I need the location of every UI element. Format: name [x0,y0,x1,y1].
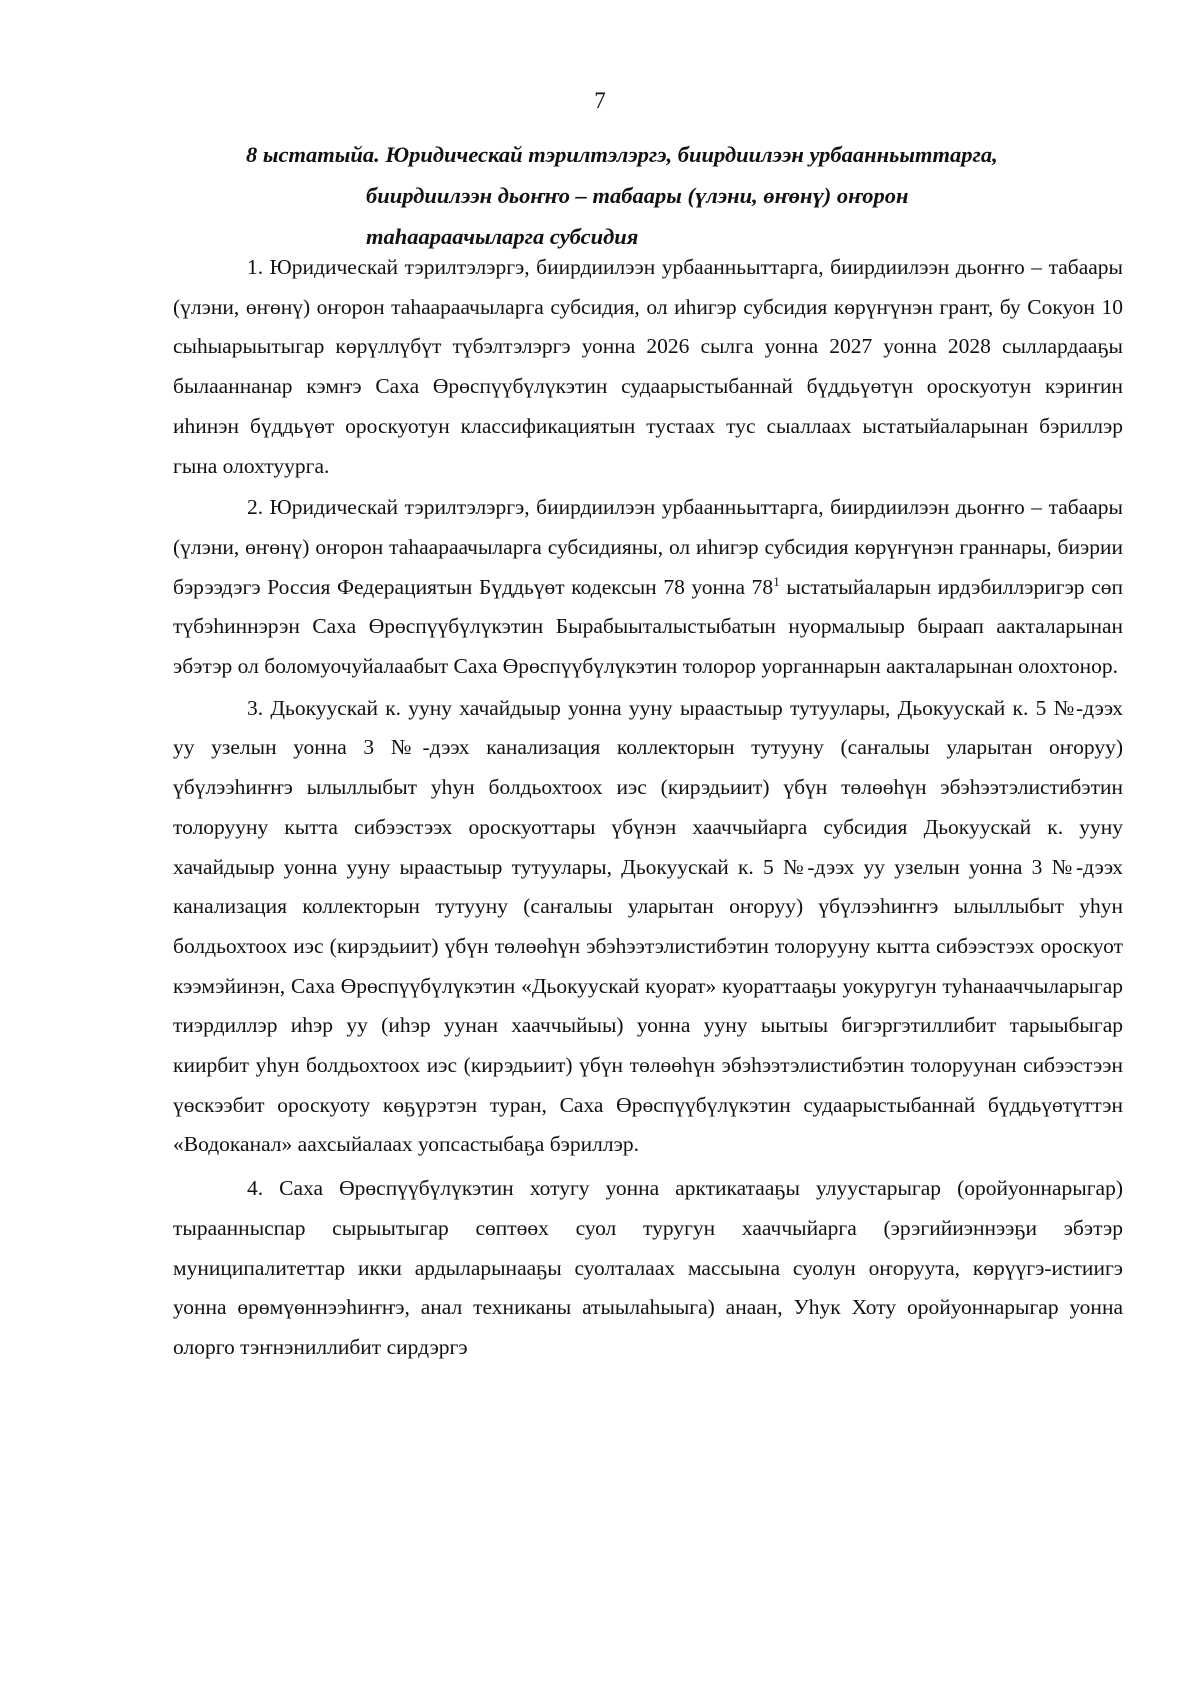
paragraph-2-text-end: ыстатыйаларын ирдэбиллэригэр сөп түбэһиннэрэн Саха Өрөспүүбүлүкэтин Бырабыыталыстыбатын нуормалыыр быраап аакталарынан эбэтэр ол боломуочуйалаабыт Саха Өрөспүүбүлүкэтин толорор уорганнарын аакталарынан олохтонор. [173,574,1124,679]
paragraph-3: 3. Дьокуускай к. ууну хачайдыыр уонна ууну ыраастыыр тутуулары, Дьокуускай к. 5 №-дээх уу узелын уонна 3 №-дээх канализация коллекторын тутууну (саҥалыы уларытан оҥоруу) үбүлээһиҥҥэ ылыллыбыт уһун болдьохтоох иэс (кирэдьиит) үбүн төлөөһүн эбэһээтэлистибэтин толорууну кытта сибээстээх ороскуоттары үбүнэн хааччыйарга субсидия Дьокуускай к. ууну хачайдыыр уонна ууну ыраастыыр тутуулары, Дьокуускай к. 5 №-дээх уу узелын уонна 3 №-дээх канализация коллекторын тутууну (саҥалыы уларытан оҥоруу) үбүлээһиҥҥэ ылыллыбыт уһун болдьохтоох иэс (кирэдьиит) үбүн төлөөһүн эбэһээтэлистибэтин толорууну кытта сибээстээх ороскуот кээмэйинэн, Саха Өрөспүүбүлүкэтин «Дьокуускай куорат» куораттааҕы уокуругун туһанааччыларыгар тиэрдиллэр иһэр уу (иһэр уунан хааччыйыы) уонна ууну ыытыы бигэргэтиллибит тарыыбыгар киирбит уһун болдьохтоох иэс (кирэдьиит) үбүн төлөөһүн эбэһээтэлистибэтин толоруунан сибээстээн үөскээбит ороскуоту көҕүрэтэн туран, Саха Өрөспүүбүлүкэтин судаарыстыбаннай бүддьүөтүттэн «Водоканал» аахсыйалаах уопсастыбаҕа бэриллэр. [173,695,1123,1157]
article-heading-line-3: таһаараачыларга субсидия [366,224,639,249]
article-heading-line-1: 8 ыстатыйа. Юридическай тэрилтэлэргэ, биирдиилээн урбаанньыттарга, [246,142,998,167]
paragraph-4: 4. Саха Өрөспүүбүлүкэтин хотугу уонна арктикатааҕы улуустарыгар (оройуоннарыгар) тыраанныспар сырыытыгар сөптөөх суол туругун хааччыйарга (эрэгийиэннээҕи эбэтэр муниципалитеттар икки ардыларынааҕы суолталаах массыына суолун оҥоруута, көрүүгэ-истиигэ уонна өрөмүөннээһиҥҥэ, анал техниканы атыылаһыыга) анаан, Уһук Хоту оройуоннарыгар уонна олорго тэҥнэниллибит сирдэргэ [173,1176,1123,1359]
article-body [173,248,1123,1368]
paragraph-2-text-start: 2. Юридическай тэрилтэлэргэ, биирдиилээн урбаанньыттарга, биирдиилээн дьоҥҥо – табаары (үлэни, өҥөнү) оҥорон таһаараачыларга субсидияны, ол иһигэр субсидия көрүҥүнэн граннары, биэрии бэрээдэгэ Россия Федерациятын Бүддьүөт кодексын 78 уонна 78 [173,495,1123,599]
superscript-index: 1 [773,573,780,589]
article-heading [240,134,1120,257]
paragraph-2 [173,488,1123,687]
article-heading-line-2: биирдиилээн дьоҥҥо – табаары (үлэни, өҥөнү) оҥорон [366,183,909,208]
page-number: 7 [594,88,606,113]
paragraph-1: 1. Юридическай тэрилтэлэргэ, биирдиилээн урбаанньыттарга, биирдиилээн дьоҥҥо – табаары (үлэни, өҥөнү) оҥорон таһаараачыларга субсидия, ол иһигэр субсидия көрүҥүнэн грант, бу Сокуон 10 сыһыарыытыгар көрүллүбүт түбэлтэлэргэ уонна 2026 сылга уонна 2027 уонна 2028 сыллардааҕы былааннанар кэмҥэ Саха Өрөспүүбүлүкэтин судаарыстыбаннай бүддьүөтүн ороскуотун кэриҥин иһинэн бүддьүөт ороскуотун классификациятын тустаах тус сыаллаах ыстатыйаларынан бэриллэр гына олохтуурга. [173,255,1123,478]
